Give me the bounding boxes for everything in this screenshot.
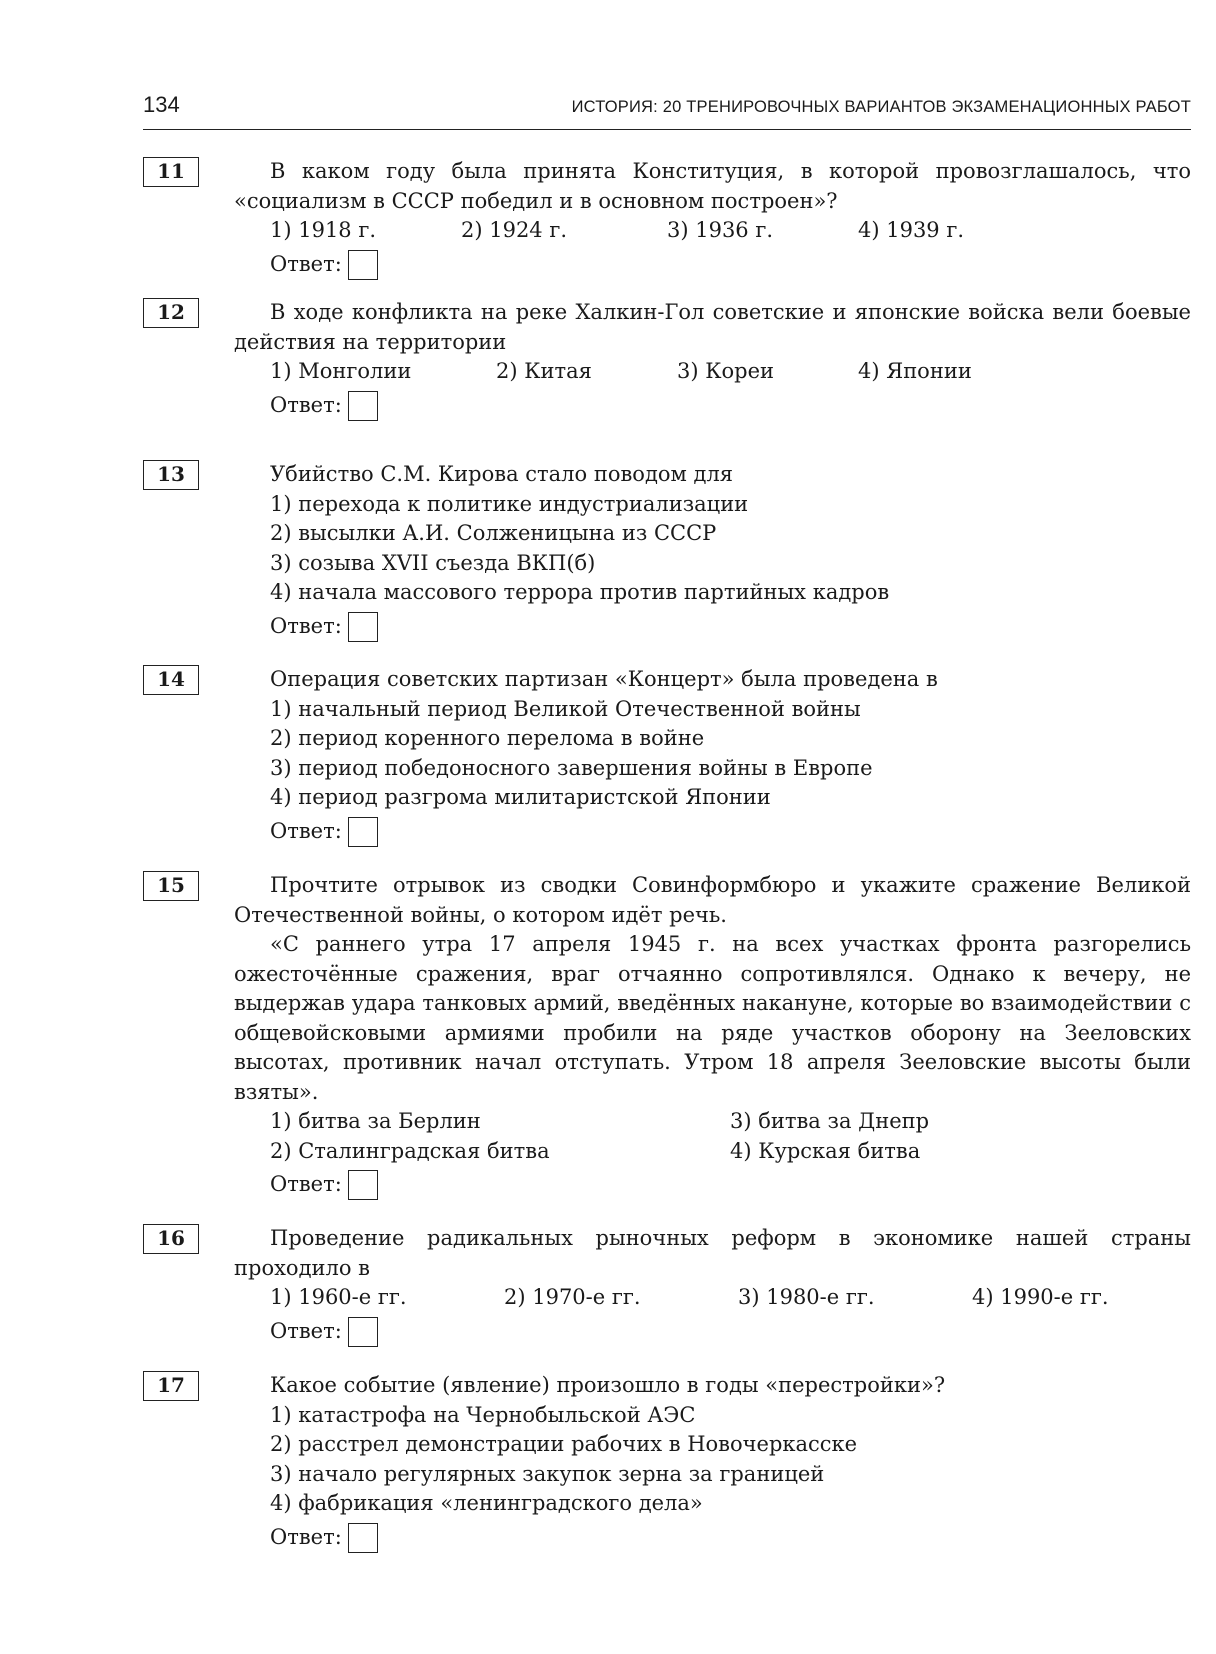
option-3[interactable]: 3) начало регулярных закупок зерна за границей [270, 1461, 825, 1486]
option-3[interactable]: 3) период победоносного завершения войны в Европе [270, 755, 873, 780]
option-2[interactable]: 2) 1924 г. [461, 218, 568, 242]
options-row [270, 216, 1191, 246]
options-row [270, 357, 1191, 387]
question-text: Проведение радикальных рыночных реформ в экономике нашей страны проходило в [234, 1226, 1191, 1280]
running-title: ИСТОРИЯ: 20 ТРЕНИРОВОЧНЫХ ВАРИАНТОВ ЭКЗАМЕНАЦИОННЫХ РАБОТ [571, 98, 1191, 116]
answer-row [270, 391, 1191, 421]
option-4[interactable]: 4) 1990-е гг. [972, 1285, 1109, 1309]
answer-row [270, 1317, 1191, 1347]
task-14 [143, 665, 1191, 847]
answer-input-box[interactable] [348, 612, 378, 642]
option-1[interactable]: 1) битва за Берлин [270, 1109, 481, 1133]
option-2[interactable]: 2) расстрел демонстрации рабочих в Новочеркасске [270, 1432, 858, 1456]
option-3[interactable]: 3) 1980-е гг. [738, 1285, 875, 1309]
option-1[interactable]: 1) начальный период Великой Отечественной войны [270, 696, 861, 721]
answer-label: Ответ: [270, 1172, 342, 1197]
option-4[interactable]: 4) фабрикация «ленинградского дела» [270, 1491, 703, 1515]
task-number-box: 12 [143, 298, 199, 328]
option-4[interactable]: 4) начала массового террора против партийных кадров [270, 580, 890, 604]
task-11 [143, 157, 1191, 280]
options-row [270, 1283, 1191, 1313]
option-2[interactable]: 2) период коренного перелома в войне [270, 726, 705, 750]
task-number-box: 16 [143, 1224, 199, 1254]
task-number-box: 13 [143, 460, 199, 490]
question-text: В каком году была принята Конституция, в которой провозглашалось, что «социализм в СССР победил и в основном построен»? [234, 159, 1191, 213]
options-list [270, 490, 1191, 608]
question-text: Какое событие (явление) произошло в годы «перестройки»? [270, 1373, 946, 1397]
answer-label: Ответ: [270, 392, 342, 417]
answer-input-box[interactable] [348, 1170, 378, 1200]
task-15 [143, 871, 1191, 1200]
question-text: Прочтите отрывок из сводки Совинформбюро и укажите сражение Великой Отечественной войны, о котором идёт речь. [234, 873, 1191, 927]
question-text: Убийство С.М. Кирова стало поводом для [270, 462, 734, 486]
answer-row [270, 1170, 1191, 1200]
option-3[interactable]: 3) Кореи [677, 359, 774, 383]
option-1[interactable]: 1) 1960-е гг. [270, 1285, 407, 1309]
options-list [270, 695, 1191, 813]
task-number-box: 14 [143, 665, 199, 695]
option-2[interactable]: 2) 1970-е гг. [504, 1285, 641, 1309]
task-number-box: 17 [143, 1371, 199, 1401]
answer-label: Ответ: [270, 251, 342, 276]
answer-input-box[interactable] [348, 1317, 378, 1347]
answer-row [270, 612, 1191, 642]
answer-label: Ответ: [270, 818, 342, 843]
answer-input-box[interactable] [348, 1523, 378, 1553]
options-grid [270, 1107, 1191, 1166]
answer-input-box[interactable] [348, 817, 378, 847]
quote-text: «С раннего утра 17 апреля 1945 г. на всех участках фронта разгорелись ожесточённые сражения, враг отчаянно сопротивлялся. Однако к вечеру, не выдержав удара танковых армий, введённых накануне, которые во взаимодействии с общевойсковыми армиями пробили на ряде участков оборону на Зееловских высотах, противник начал отступать. Утром 18 апреля Зееловские высоты были взяты». [234, 932, 1191, 1104]
option-1[interactable]: 1) Монголии [270, 359, 412, 383]
answer-input-box[interactable] [348, 250, 378, 280]
option-1[interactable]: 1) 1918 г. [270, 218, 377, 242]
option-3[interactable]: 3) 1936 г. [667, 218, 774, 242]
answer-row [270, 1523, 1191, 1553]
answer-label: Ответ: [270, 613, 342, 638]
options-list [270, 1401, 1191, 1519]
option-3[interactable]: 3) созыва XVII съезда ВКП(б) [270, 550, 596, 575]
answer-label: Ответ: [270, 1524, 342, 1549]
task-13 [143, 460, 1191, 642]
option-2[interactable]: 2) высылки А.И. Солженицына из СССР [270, 521, 717, 545]
option-4[interactable]: 4) 1939 г. [858, 218, 965, 242]
answer-row [270, 250, 1191, 280]
answer-input-box[interactable] [348, 391, 378, 421]
task-17 [143, 1371, 1191, 1553]
task-number-box: 15 [143, 871, 199, 901]
option-1[interactable]: 1) перехода к политике индустриализации [270, 491, 749, 516]
header-rule [143, 129, 1191, 130]
option-4[interactable]: 4) период разгрома милитаристской Японии [270, 785, 771, 809]
option-2[interactable]: 2) Сталинградская битва [270, 1138, 550, 1163]
task-12 [143, 298, 1191, 421]
answer-row [270, 817, 1191, 847]
option-4[interactable]: 4) Японии [858, 359, 972, 383]
option-3[interactable]: 3) битва за Днепр [730, 1109, 930, 1133]
question-text: В ходе конфликта на реке Халкин-Гол советские и японские войска вели боевые действия на территории [234, 300, 1191, 354]
answer-label: Ответ: [270, 1318, 342, 1343]
question-text: Операция советских партизан «Концерт» была проведена в [270, 667, 938, 691]
option-1[interactable]: 1) катастрофа на Чернобыльской АЭС [270, 1402, 696, 1427]
task-16 [143, 1224, 1191, 1347]
option-2[interactable]: 2) Китая [496, 359, 592, 383]
option-4[interactable]: 4) Курская битва [730, 1138, 921, 1163]
task-number-box: 11 [143, 157, 199, 187]
page-number: 134 [143, 92, 180, 117]
